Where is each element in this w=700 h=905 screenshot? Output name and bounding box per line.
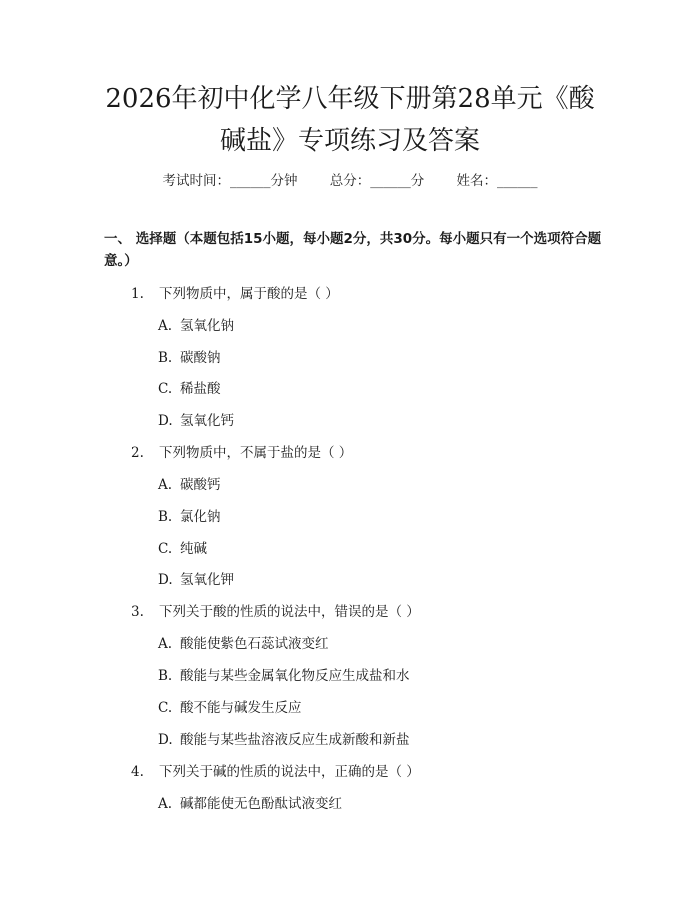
exam-time xyxy=(162,173,297,189)
name-blank: ______ xyxy=(497,173,538,189)
option-text: 碳酸钠 xyxy=(180,350,221,366)
question-1-option-b xyxy=(158,346,221,366)
question-2-option-c xyxy=(158,537,207,557)
score-unit: 分 xyxy=(410,173,425,189)
option-text: 酸能与某些金属氧化物反应生成盐和水 xyxy=(180,668,410,684)
exam-meta xyxy=(0,169,700,189)
option-letter: C. xyxy=(158,381,173,397)
title-line-2: 碱盐》专项练习及答案 xyxy=(219,126,480,156)
question-4 xyxy=(131,760,420,780)
option-text: 碳酸钙 xyxy=(180,477,221,493)
option-letter: D. xyxy=(158,732,173,748)
option-text: 酸不能与碱发生反应 xyxy=(180,700,302,716)
question-number: 2. xyxy=(131,445,144,461)
option-letter: B. xyxy=(158,509,173,525)
question-text: 下列物质中，不属于盐的是（ ） xyxy=(159,445,353,461)
student-name xyxy=(457,173,538,189)
question-number: 1. xyxy=(131,286,144,302)
question-1-option-a xyxy=(158,314,234,334)
question-number: 4. xyxy=(131,764,144,780)
option-text: 纯碱 xyxy=(180,541,207,557)
question-2-option-b xyxy=(158,505,221,525)
title-line-1: 2026年初中化学八年级下册第28单元《酸 xyxy=(105,84,595,114)
option-letter: A. xyxy=(158,477,173,493)
question-text: 下列关于酸的性质的说法中，错误的是（ ） xyxy=(159,604,420,620)
time-label: 考试时间： xyxy=(162,173,230,189)
option-text: 氢氧化钙 xyxy=(180,413,234,429)
option-text: 碱都能使无色酚酞试液变红 xyxy=(180,796,342,812)
time-unit: 分钟 xyxy=(270,173,298,189)
time-blank: ______ xyxy=(229,173,271,189)
option-letter: D. xyxy=(158,413,173,429)
question-2-option-a xyxy=(158,473,221,493)
option-text: 氯化钠 xyxy=(180,509,221,525)
document-title xyxy=(90,78,610,162)
option-text: 氢氧化钾 xyxy=(180,572,234,588)
section-heading: 一、 选择题（本题包括15小题，每小题2分，共30分。每小题只有一个选项符合题意。） xyxy=(104,231,602,269)
question-1-option-c xyxy=(158,377,221,397)
option-text: 酸能使紫色石蕊试液变红 xyxy=(180,636,329,652)
option-letter: A. xyxy=(158,318,173,334)
question-3-option-a xyxy=(158,632,329,652)
score-blank: ______ xyxy=(370,173,411,189)
question-number: 3. xyxy=(131,604,144,620)
question-3 xyxy=(131,600,420,620)
question-1-option-d xyxy=(158,409,234,429)
question-2-option-d xyxy=(158,568,234,588)
option-letter: A. xyxy=(158,636,173,652)
option-text: 酸能与某些盐溶液反应生成新酸和新盐 xyxy=(180,732,410,748)
question-1 xyxy=(131,282,339,302)
option-text: 氢氧化钠 xyxy=(180,318,234,334)
option-letter: A. xyxy=(158,796,173,812)
question-text: 下列物质中，属于酸的是（ ） xyxy=(159,286,339,302)
option-letter: D. xyxy=(158,572,173,588)
question-text: 下列关于碱的性质的说法中，正确的是（ ） xyxy=(159,764,420,780)
question-3-option-d xyxy=(158,728,410,748)
question-3-option-b xyxy=(158,664,410,684)
question-3-option-c xyxy=(158,696,302,716)
option-text: 稀盐酸 xyxy=(180,381,221,397)
option-letter: B. xyxy=(158,350,173,366)
name-label: 姓名： xyxy=(456,173,498,189)
question-2 xyxy=(131,441,352,461)
option-letter: C. xyxy=(158,541,173,557)
option-letter: C. xyxy=(158,700,173,716)
total-score xyxy=(330,173,425,189)
option-letter: B. xyxy=(158,668,173,684)
question-4-option-a xyxy=(158,792,342,812)
score-label: 总分： xyxy=(329,173,371,189)
